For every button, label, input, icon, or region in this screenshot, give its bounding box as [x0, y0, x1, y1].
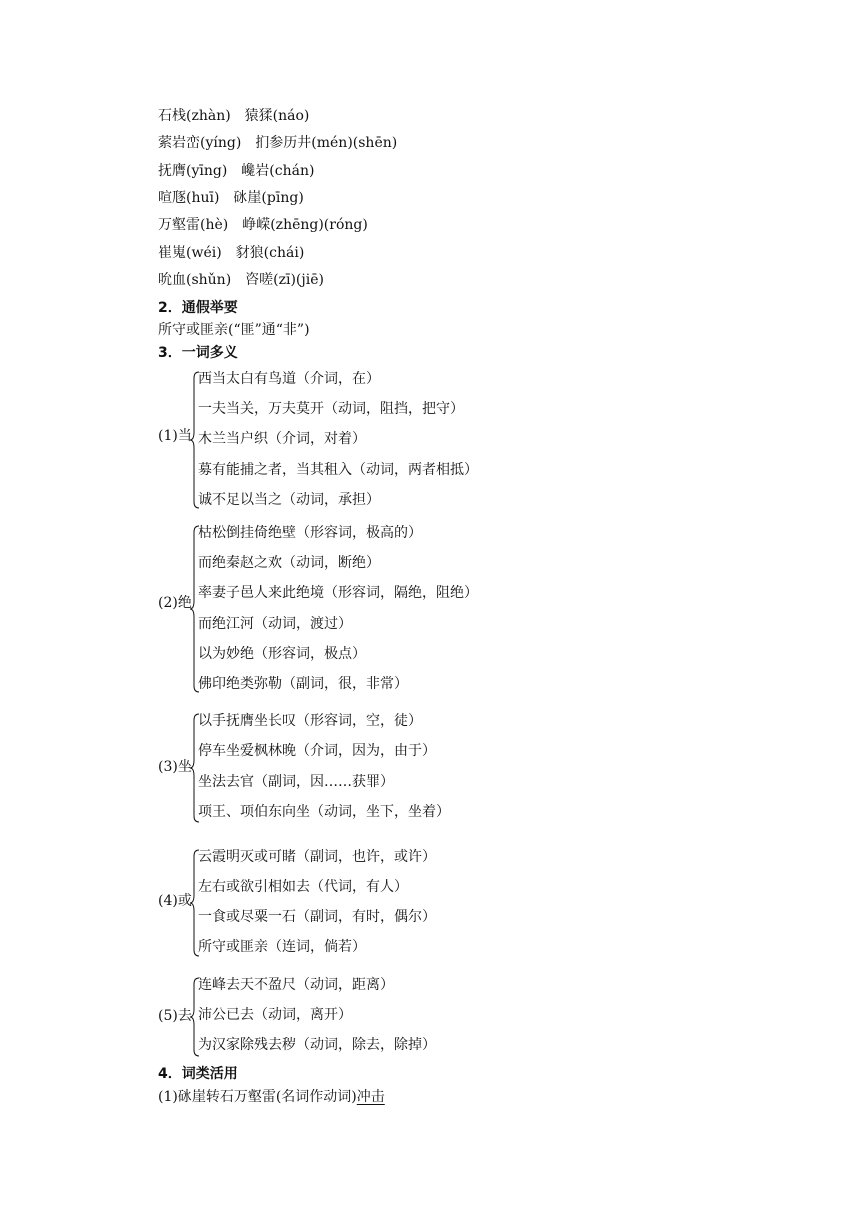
word-class-answer: 冲击 [356, 1089, 385, 1105]
polysemy-example: 而绝江河（动词，渡过） [198, 616, 352, 632]
polysemy-example: 停车坐爱枫林晚（介词，因为，由于） [198, 743, 436, 759]
polysemy-example: 为汉家除残去秽（动词，除去，除掉） [198, 1037, 436, 1053]
polysemy-example: 左右或欲引相如去（代词，有人） [198, 879, 408, 895]
polysemy-example: 率妻子邑人来此绝境（形容词，隔绝，阻绝） [198, 585, 478, 601]
group-label: (5)去 [158, 1008, 192, 1024]
group-label: (1)当 [158, 428, 192, 444]
polysemy-example: 云霞明灭或可睹（副词，也许，或许） [198, 849, 436, 865]
pronunciation-line: 万壑雷(hè) 峥嵘(zhēng)(róng) [158, 217, 368, 233]
polysemy-example: 而绝秦赵之欢（动词，断绝） [198, 555, 380, 571]
polysemy-example: 项王、项伯东向坐（动词，坐下，坐着） [198, 804, 450, 820]
polysemy-example: 诚不足以当之（动词，承担） [198, 492, 380, 508]
polysemy-example: 木兰当户织（介词，对着） [198, 431, 366, 447]
polysemy-example: 以手抚膺坐长叹（形容词，空，徒） [198, 713, 422, 729]
polysemy-example: 连峰去天不盈尺（动词，距离） [198, 977, 394, 993]
curly-brace-icon [190, 524, 200, 694]
polysemy-example: 枯松倒挂倚绝壁（形容词，极高的） [198, 525, 422, 541]
word-class-example [158, 1088, 385, 1106]
word-class-sentence: (1)砯崖转石万壑雷(名词作动词) [158, 1089, 357, 1105]
polysemy-example: 西当太白有鸟道（介词，在） [198, 371, 380, 387]
polysemy-example: 一夫当关，万夫莫开（动词，阻挡，把守） [198, 401, 464, 417]
pronunciation-line: 抚膺(yīng) 巉岩(chán) [158, 163, 315, 179]
section-heading-polysemy: 3．一词多义 [158, 345, 238, 361]
pronunciation-line: 崔嵬(wéi) 豺狼(chái) [158, 245, 305, 261]
group-label: (4)或 [158, 893, 192, 909]
polysemy-example: 坐法去官（副词，因……获罪） [198, 774, 394, 790]
pronunciation-line: 石栈(zhàn) 猿猱(náo) [158, 108, 310, 124]
polysemy-example: 所守或匪亲（连词，倘若） [198, 939, 366, 955]
polysemy-example: 募有能捕之者，当其租入（动词，两者相抵） [198, 462, 478, 478]
pronunciation-line: 萦岩峦(yíng) 扪参历井(mén)(shēn) [158, 135, 398, 151]
pronunciation-line: 喧豗(huī) 砯崖(pīng) [158, 190, 304, 206]
pronunciation-line: 吮血(shǔn) 咨嗟(zī)(jiē) [158, 272, 324, 288]
polysemy-example: 一食或尽粟一石（副词，有时，偶尔） [198, 909, 436, 925]
tongjia-example: 所守或匪亲(“匪”通“非”) [158, 322, 310, 338]
group-label: (3)坐 [158, 759, 192, 775]
polysemy-example: 以为妙绝（形容词，极点） [198, 646, 366, 662]
section-heading-word-class: 4．词类活用 [158, 1066, 238, 1082]
group-label: (2)绝 [158, 595, 192, 611]
polysemy-example: 沛公已去（动词，离开） [198, 1007, 352, 1023]
polysemy-example: 佛印绝类弥勒（副词，很，非常） [198, 676, 408, 692]
section-heading-tongjia: 2．通假举要 [158, 300, 238, 316]
